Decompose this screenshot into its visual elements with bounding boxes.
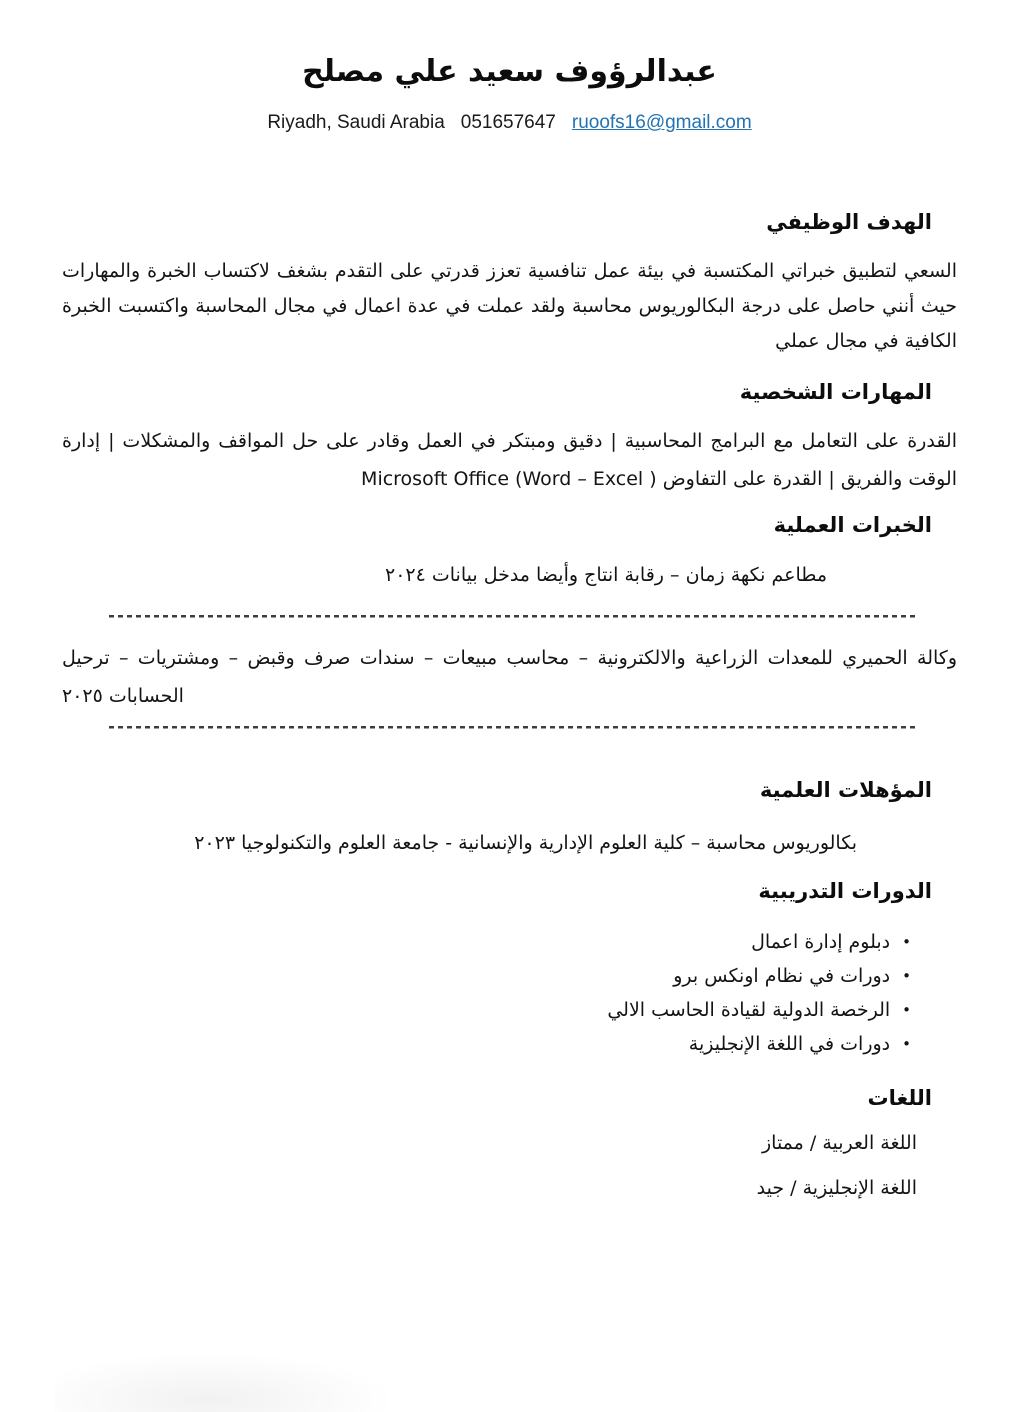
bullet-icon: • bbox=[902, 933, 911, 951]
courses-list bbox=[62, 925, 911, 1061]
page-smudge bbox=[55, 1352, 395, 1412]
skills-text: القدرة على التعامل مع البرامج المحاسبية | دقيق ومبتكر في العمل وقادر على حل المواقف والمشكلات | إدارة الوقت والفريق | القدرة على التفاوض Microsoft Office (Word – Excel ) bbox=[62, 430, 957, 490]
person-name: عبدالرؤوف سعيد علي مصلح bbox=[302, 54, 717, 89]
bullet-icon: • bbox=[902, 1035, 911, 1053]
experience-heading: الخبرات العملية bbox=[773, 513, 932, 537]
section-education bbox=[62, 770, 957, 861]
list-item bbox=[62, 1027, 911, 1061]
section-skills bbox=[62, 372, 957, 498]
dashed-separator bbox=[109, 726, 915, 729]
dashed-separator bbox=[109, 615, 915, 618]
skills-heading: المهارات الشخصية bbox=[739, 380, 932, 404]
list-item bbox=[62, 993, 911, 1027]
section-objective bbox=[62, 202, 957, 359]
section-experience bbox=[62, 505, 957, 729]
bullet-icon: • bbox=[902, 1001, 911, 1019]
list-item bbox=[62, 959, 911, 993]
contact-location: Riyadh, Saudi Arabia bbox=[267, 112, 445, 133]
experience-entry: وكالة الحميري للمعدات الزراعية والالكترونية – محاسب مبيعات – سندات صرف وقبض – ومشتريات – ترحيل الحسابات ٢٠٢٥ bbox=[62, 647, 957, 707]
section-courses bbox=[62, 871, 957, 1061]
language-entry: اللغة العربية / ممتاز bbox=[761, 1132, 917, 1154]
contact-line bbox=[62, 110, 957, 136]
course-label: الرخصة الدولية لقيادة الحاسب الالي bbox=[607, 999, 891, 1021]
section-languages bbox=[62, 1078, 957, 1206]
course-label: دورات في نظام اونكس برو bbox=[673, 965, 891, 987]
course-label: دورات في اللغة الإنجليزية bbox=[688, 1033, 891, 1055]
education-entry: بكالوريوس محاسبة – كلية العلوم الإدارية والإنسانية - جامعة العلوم والتكنولوجيا ٢٠٢٣ bbox=[194, 832, 857, 854]
course-label: دبلوم إدارة اعمال bbox=[751, 931, 891, 953]
list-item bbox=[62, 925, 911, 959]
bullet-icon: • bbox=[902, 967, 911, 985]
contact-phone: 051657647 bbox=[460, 112, 556, 133]
objective-text: السعي لتطبيق خبراتي المكتسبة في بيئة عمل تنافسية تعزز قدرتي على التقدم بشغف لاكتساب الخبرة والمهارات حيث أنني حاصل على درجة البكالوريوس محاسبة ولقد عملت في عدة اعمال في مجال المحاسبة واكتسبت الخبرة الكافية في مجال عملي bbox=[62, 260, 957, 352]
education-heading: المؤهلات العلمية bbox=[759, 778, 932, 802]
experience-entry: مطاعم نكهة زمان – رقابة انتاج وأيضا مدخل بيانات ٢٠٢٤ bbox=[385, 564, 827, 586]
contact-email-link[interactable]: ruoofs16@gmail.com bbox=[571, 112, 752, 133]
objective-heading: الهدف الوظيفي bbox=[766, 210, 932, 234]
courses-heading: الدورات التدريبية bbox=[758, 879, 932, 903]
languages-heading: اللغات bbox=[867, 1086, 932, 1110]
language-entry: اللغة الإنجليزية / جيد bbox=[756, 1177, 917, 1199]
